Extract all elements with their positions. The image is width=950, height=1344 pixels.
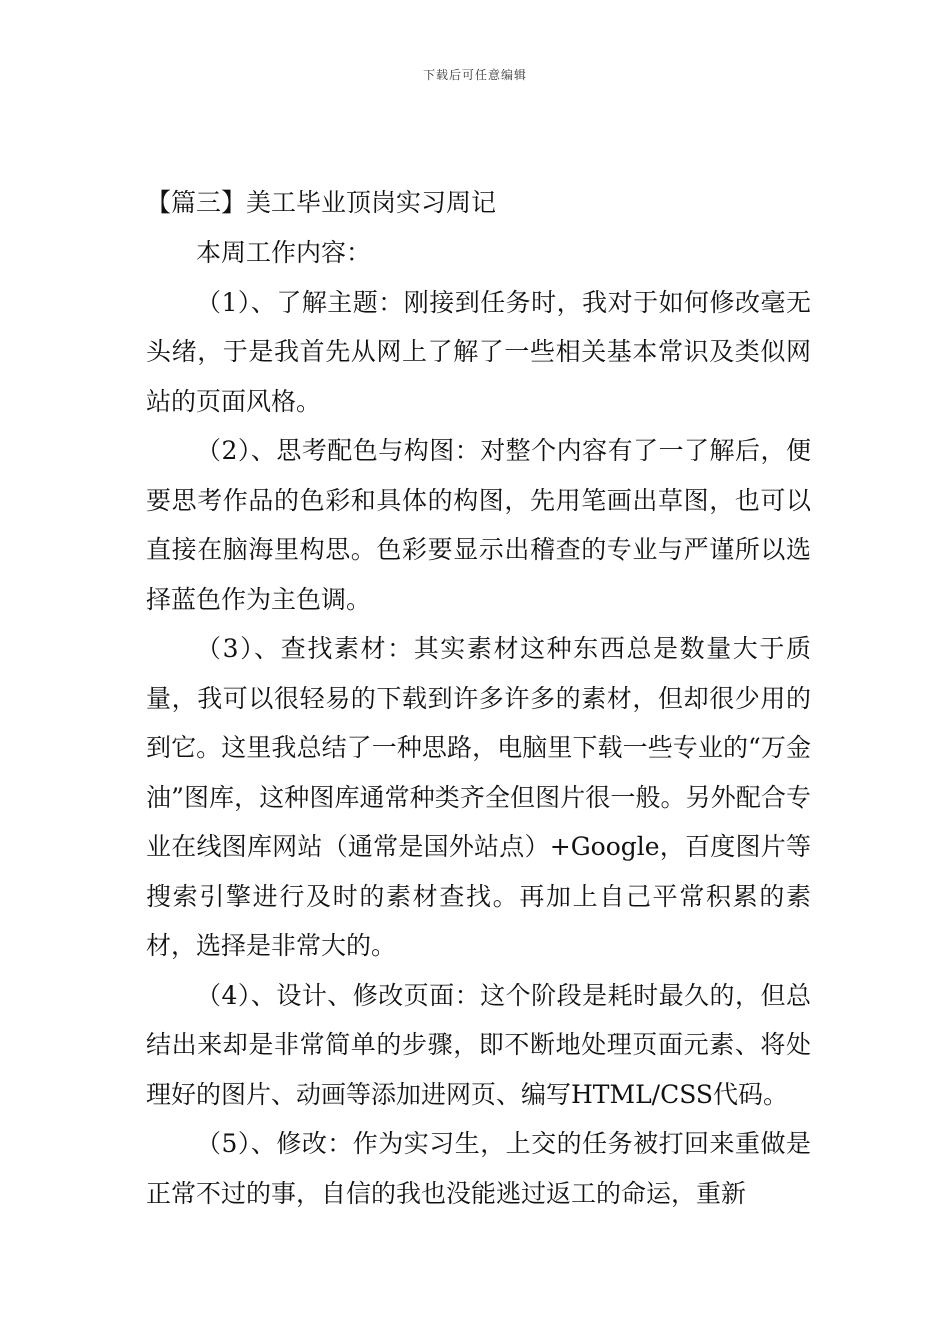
document-body <box>146 178 811 1218</box>
paragraph-3: （3）、查找素材：其实素材这种东西总是数量大于质量，我可以很轻易的下载到许多许多的素材，但却很少用的到它。这里我总结了一种思路，电脑里下载一些专业的“万金油”图库，这种图库通常种类齐全但图片很一般。另外配合专业在线图库网站（通常是国外站点）+Google，百度图片等搜索引擎进行及时的素材查找。再加上自己平常积累的素材，选择是非常大的。 <box>146 634 811 960</box>
paragraph-5: （5）、修改：作为实习生，上交的任务被打回来重做是正常不过的事，自信的我也没能逃过返工的命运，重新 <box>146 1129 811 1208</box>
paragraph-intro: 本周工作内容： <box>196 238 372 267</box>
header-note: 下载后可任意编辑 <box>422 68 527 82</box>
document-title: 【篇三】美工毕业顶岗实习周记 <box>146 188 497 217</box>
paragraph-1: （1）、了解主题：刚接到任务时，我对于如何修改毫无头绪，于是我首先从网上了解了一些相关基本常识及类似网站的页面风格。 <box>146 287 811 416</box>
paragraph-4: （4）、设计、修改页面：这个阶段是耗时最久的，但总结出来却是非常简单的步骤，即不断地处理页面元素、将处理好的图片、动画等添加进网页、编写HTML/CSS代码。 <box>146 980 811 1109</box>
paragraph-2: （2）、思考配色与构图：对整个内容有了一了解后，便要思考作品的色彩和具体的构图，先用笔画出草图，也可以直接在脑海里构思。色彩要显示出稽查的专业与严谨所以选择蓝色作为主色调。 <box>146 436 811 614</box>
